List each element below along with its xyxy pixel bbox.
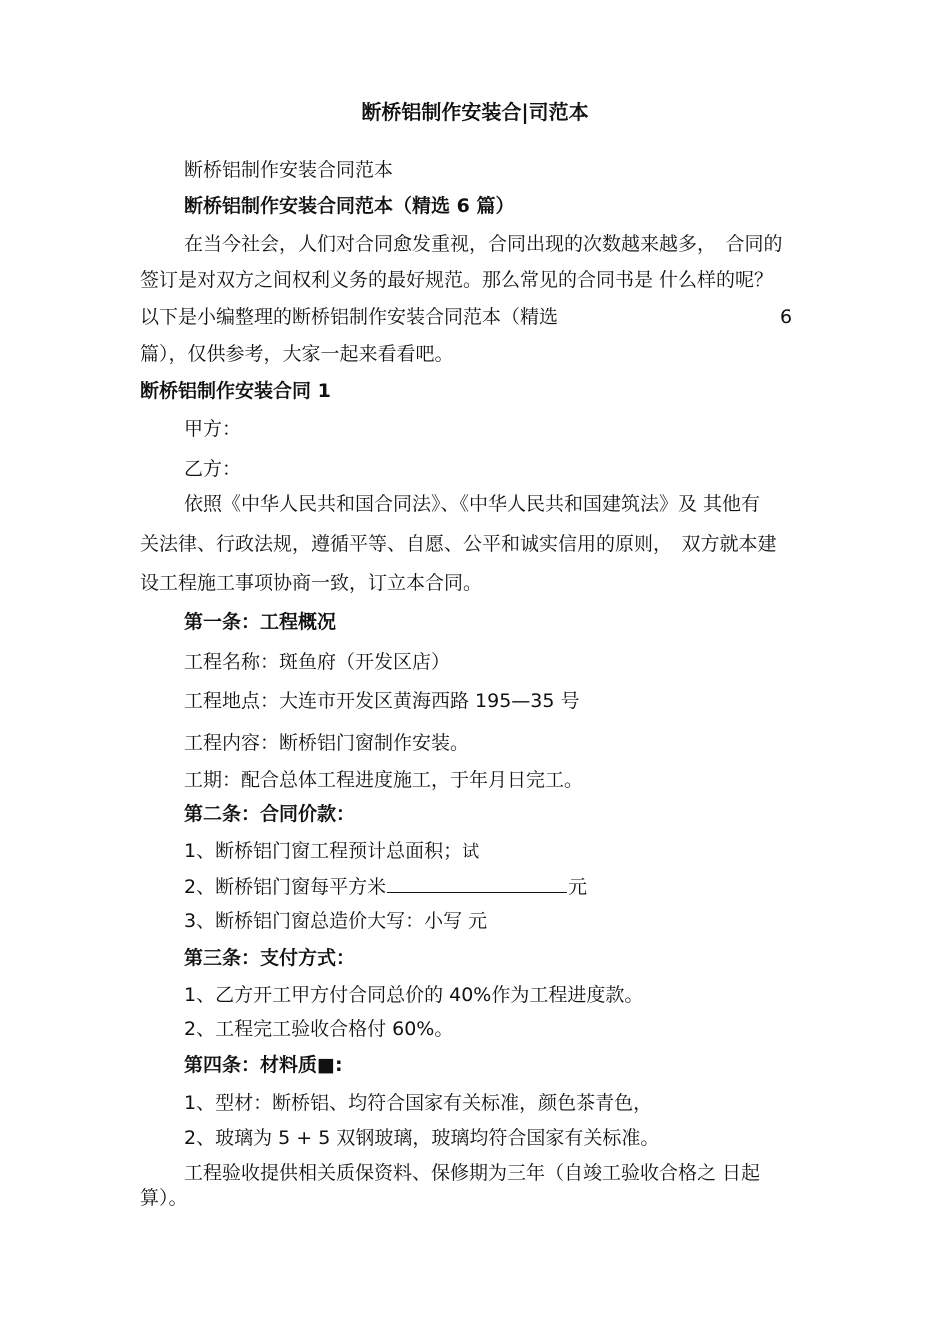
contract-heading: 断桥铝制作安装合同 1 bbox=[140, 380, 331, 402]
project-name: 工程名称：斑鱼府（开发区店） bbox=[184, 651, 451, 673]
price-item-1 bbox=[184, 839, 479, 864]
party-a: 甲方： bbox=[184, 418, 242, 440]
payment-item-2: 2、工程完工验收合格付 60%。 bbox=[184, 1018, 454, 1040]
party-b: 乙方： bbox=[184, 458, 242, 480]
material-item-1: 1、型材：断桥铝、均符合国家有关标准，颜色茶青色， bbox=[184, 1092, 653, 1114]
article-3-heading: 第三条：支付方式： bbox=[184, 947, 356, 969]
article-1-heading: 第一条：工程概况 bbox=[184, 611, 337, 633]
project-content: 工程内容：断桥铝门窗制作安装。 bbox=[184, 732, 470, 754]
price-blank bbox=[387, 874, 567, 893]
material-item-2: 2、玻璃为 5 + 5 双钢玻璃，玻璃均符合国家有关标准。 bbox=[184, 1127, 660, 1149]
basis-line: 设工程施工事项协商一致，订立本合同。 bbox=[140, 572, 483, 594]
document-subtitle: 断桥铝制作安装合同范本 bbox=[184, 159, 394, 181]
intro-line: 篇），仅供参考，大家一起来看看吧。 bbox=[140, 343, 454, 365]
intro-line: 签订是对双方之间权利义务的最好规范。那么常见的合同书是 什么样的呢？ bbox=[140, 269, 774, 291]
intro-line: 在当今社会，人们对合同愈发重视，合同出现的次数越来越多， 合同的 bbox=[184, 233, 783, 255]
price-item-2 bbox=[184, 874, 587, 899]
project-period: 工期：配合总体工程进度施工，于年月日完工。 bbox=[184, 769, 584, 791]
price-item-1-text: 1、断桥铝门窗工程预计总面积； bbox=[184, 840, 463, 862]
payment-item-1: 1、乙方开工甲方付合同总价的 40%作为工程进度款。 bbox=[184, 984, 644, 1006]
warranty-line: 工程验收提供相关质保资料、保修期为三年（自竣工验收合格之 日起 bbox=[184, 1162, 761, 1184]
article-2-heading: 第二条：合同价款： bbox=[184, 803, 356, 825]
selected-heading: 断桥铝制作安装合同范本（精选 6 篇） bbox=[184, 195, 515, 217]
document-title: 断桥铝制作安装合|司范本 bbox=[361, 100, 589, 124]
price-item-2-prefix: 2、断桥铝门窗每平方米 bbox=[184, 876, 387, 898]
basis-line: 关法律、行政法规，遵循平等、自愿、公平和诚实信用的原则， 双方就本建 bbox=[140, 533, 777, 555]
price-item-1-tail: 试 bbox=[462, 842, 480, 862]
warranty-line: 算）。 bbox=[140, 1187, 188, 1209]
intro-number: 6 bbox=[780, 306, 793, 328]
intro-line: 以下是小编整理的断桥铝制作安装合同范本（精选 bbox=[140, 306, 559, 328]
article-4-heading: 第四条：材料质■: bbox=[184, 1054, 343, 1076]
basis-line: 依照《中华人民共和国合同法》、《中华人民共和国建筑法》及 其他有 bbox=[184, 493, 761, 515]
price-item-3: 3、断桥铝门窗总造价大写：小写 元 bbox=[184, 910, 488, 932]
price-item-2-suffix: 元 bbox=[568, 876, 588, 898]
project-location: 工程地点：大连市开发区黄海西路 195—35 号 bbox=[184, 690, 580, 712]
